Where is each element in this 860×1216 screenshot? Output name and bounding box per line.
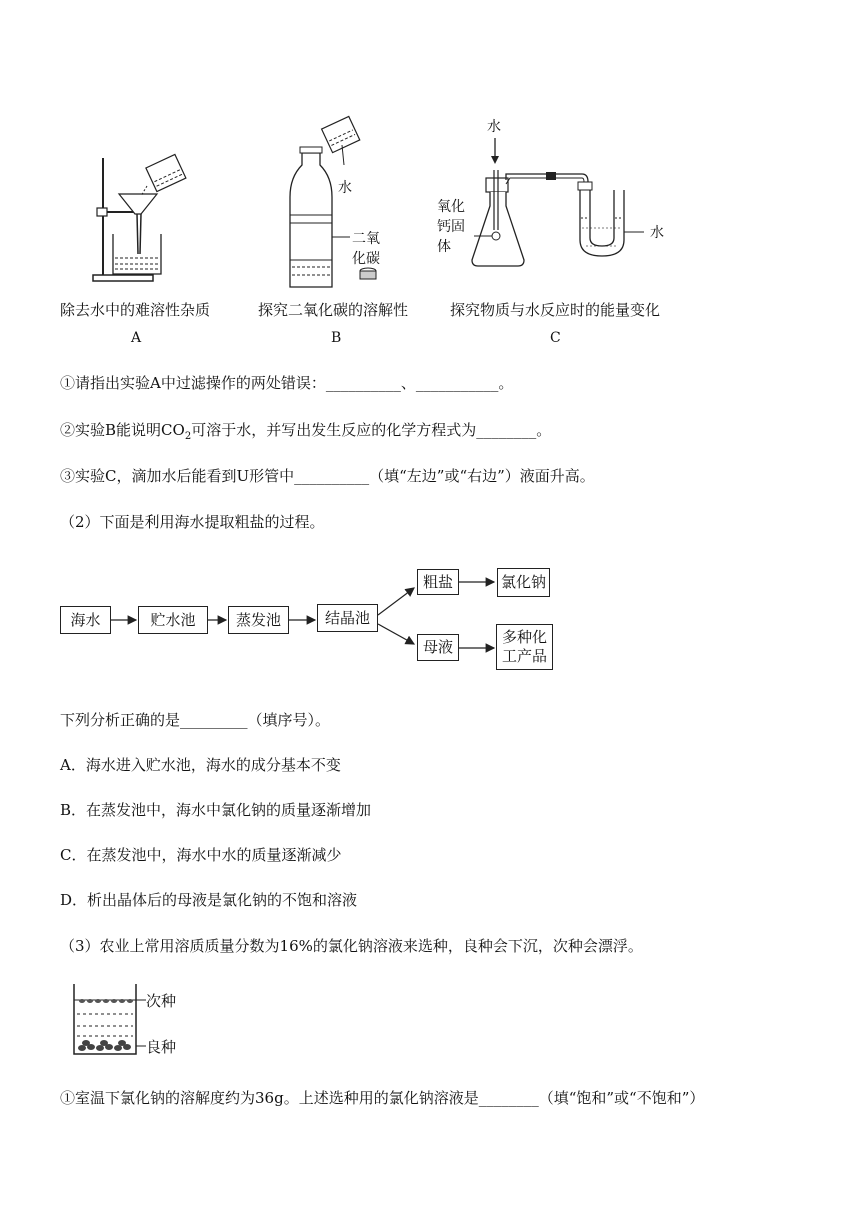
question-1: ①请指出实验A中过滤操作的两处错误：__________、___________。 — [60, 374, 514, 392]
flow-box-chemical-products-line-1: 多种化 — [501, 628, 547, 646]
figure-c-letter: C — [550, 330, 561, 346]
option-a: A．海水进入贮水池，海水的成分基本不变 — [60, 756, 341, 774]
flow-box-nacl: 氯化钠 — [497, 568, 550, 597]
flow-box-crude-salt: 粗盐 — [417, 569, 459, 595]
option-b: B．在蒸发池中，海水中氯化钠的质量逐渐增加 — [60, 801, 372, 819]
figure-b-caption: 探究二氧化碳的溶解性 — [258, 301, 409, 319]
figure-c-caption: 探究物质与水反应时的能量变化 — [450, 301, 661, 319]
figure-b-water-label: 水 — [338, 180, 352, 196]
question-4: ①室温下氯化钠的溶解度约为36g。上述选种用的氯化钠溶液是________（填“饱和”或“不饱和”） — [60, 1089, 705, 1107]
question-2-subscript: 2 — [184, 431, 192, 442]
figure-b-co2-label-2: 化碳 — [352, 251, 380, 267]
figure-b-bottle-apparatus — [280, 115, 390, 295]
flow-box-mother-liquor: 母液 — [417, 634, 459, 661]
figure-b-letter: B — [331, 330, 342, 346]
analysis-prompt: 下列分析正确的是_________（填序号）。 — [60, 711, 331, 729]
flow-box-chemical-products — [496, 624, 553, 670]
option-d: D．析出晶体后的母液是氯化钠的不饱和溶液 — [60, 891, 358, 909]
flow-box-chemical-products-line-2: 工产品 — [501, 647, 547, 665]
figure-c-flask-utube-apparatus — [460, 110, 660, 285]
question-2 — [60, 420, 551, 447]
flow-box-crystallization: 结晶池 — [317, 604, 378, 632]
seed-good-label: 良种 — [146, 1038, 177, 1056]
question-2-pre: ②实验B能说明CO — [60, 421, 185, 439]
figure-c-water-top-label: 水 — [487, 119, 501, 135]
part-2-heading: （2）下面是利用海水提取粗盐的过程。 — [60, 513, 325, 531]
figure-b-co2-label-1: 二氧 — [352, 231, 380, 247]
seed-inferior-label: 次种 — [146, 992, 177, 1010]
flow-box-evaporation: 蒸发池 — [228, 606, 289, 634]
option-c: C．在蒸发池中，海水中水的质量逐渐减少 — [60, 846, 342, 864]
question-2-post: 可溶于水，并写出发生反应的化学方程式为________。 — [191, 421, 552, 439]
figure-c-cao-label-1: 氧化 — [437, 199, 465, 215]
figure-a-letter: A — [131, 330, 142, 346]
figure-a-caption: 除去水中的难溶性杂质 — [60, 301, 211, 319]
figure-c-cao-label-2: 钙固 — [437, 219, 465, 235]
figure-a-filtration-apparatus — [85, 150, 205, 285]
flow-box-storage: 贮水池 — [138, 606, 208, 634]
figure-c-water-right-label: 水 — [650, 225, 664, 241]
figure-c-cao-label-3: 体 — [437, 239, 451, 255]
flow-box-seawater: 海水 — [60, 606, 111, 634]
question-3: ③实验C，滴加水后能看到U形管中__________（填“左边”或“右边”）液面升高。 — [60, 467, 595, 485]
part-3-heading: （3）农业上常用溶质质量分数为16%的氯化钠溶液来选种，良种会下沉，次种会漂浮。 — [60, 937, 643, 955]
